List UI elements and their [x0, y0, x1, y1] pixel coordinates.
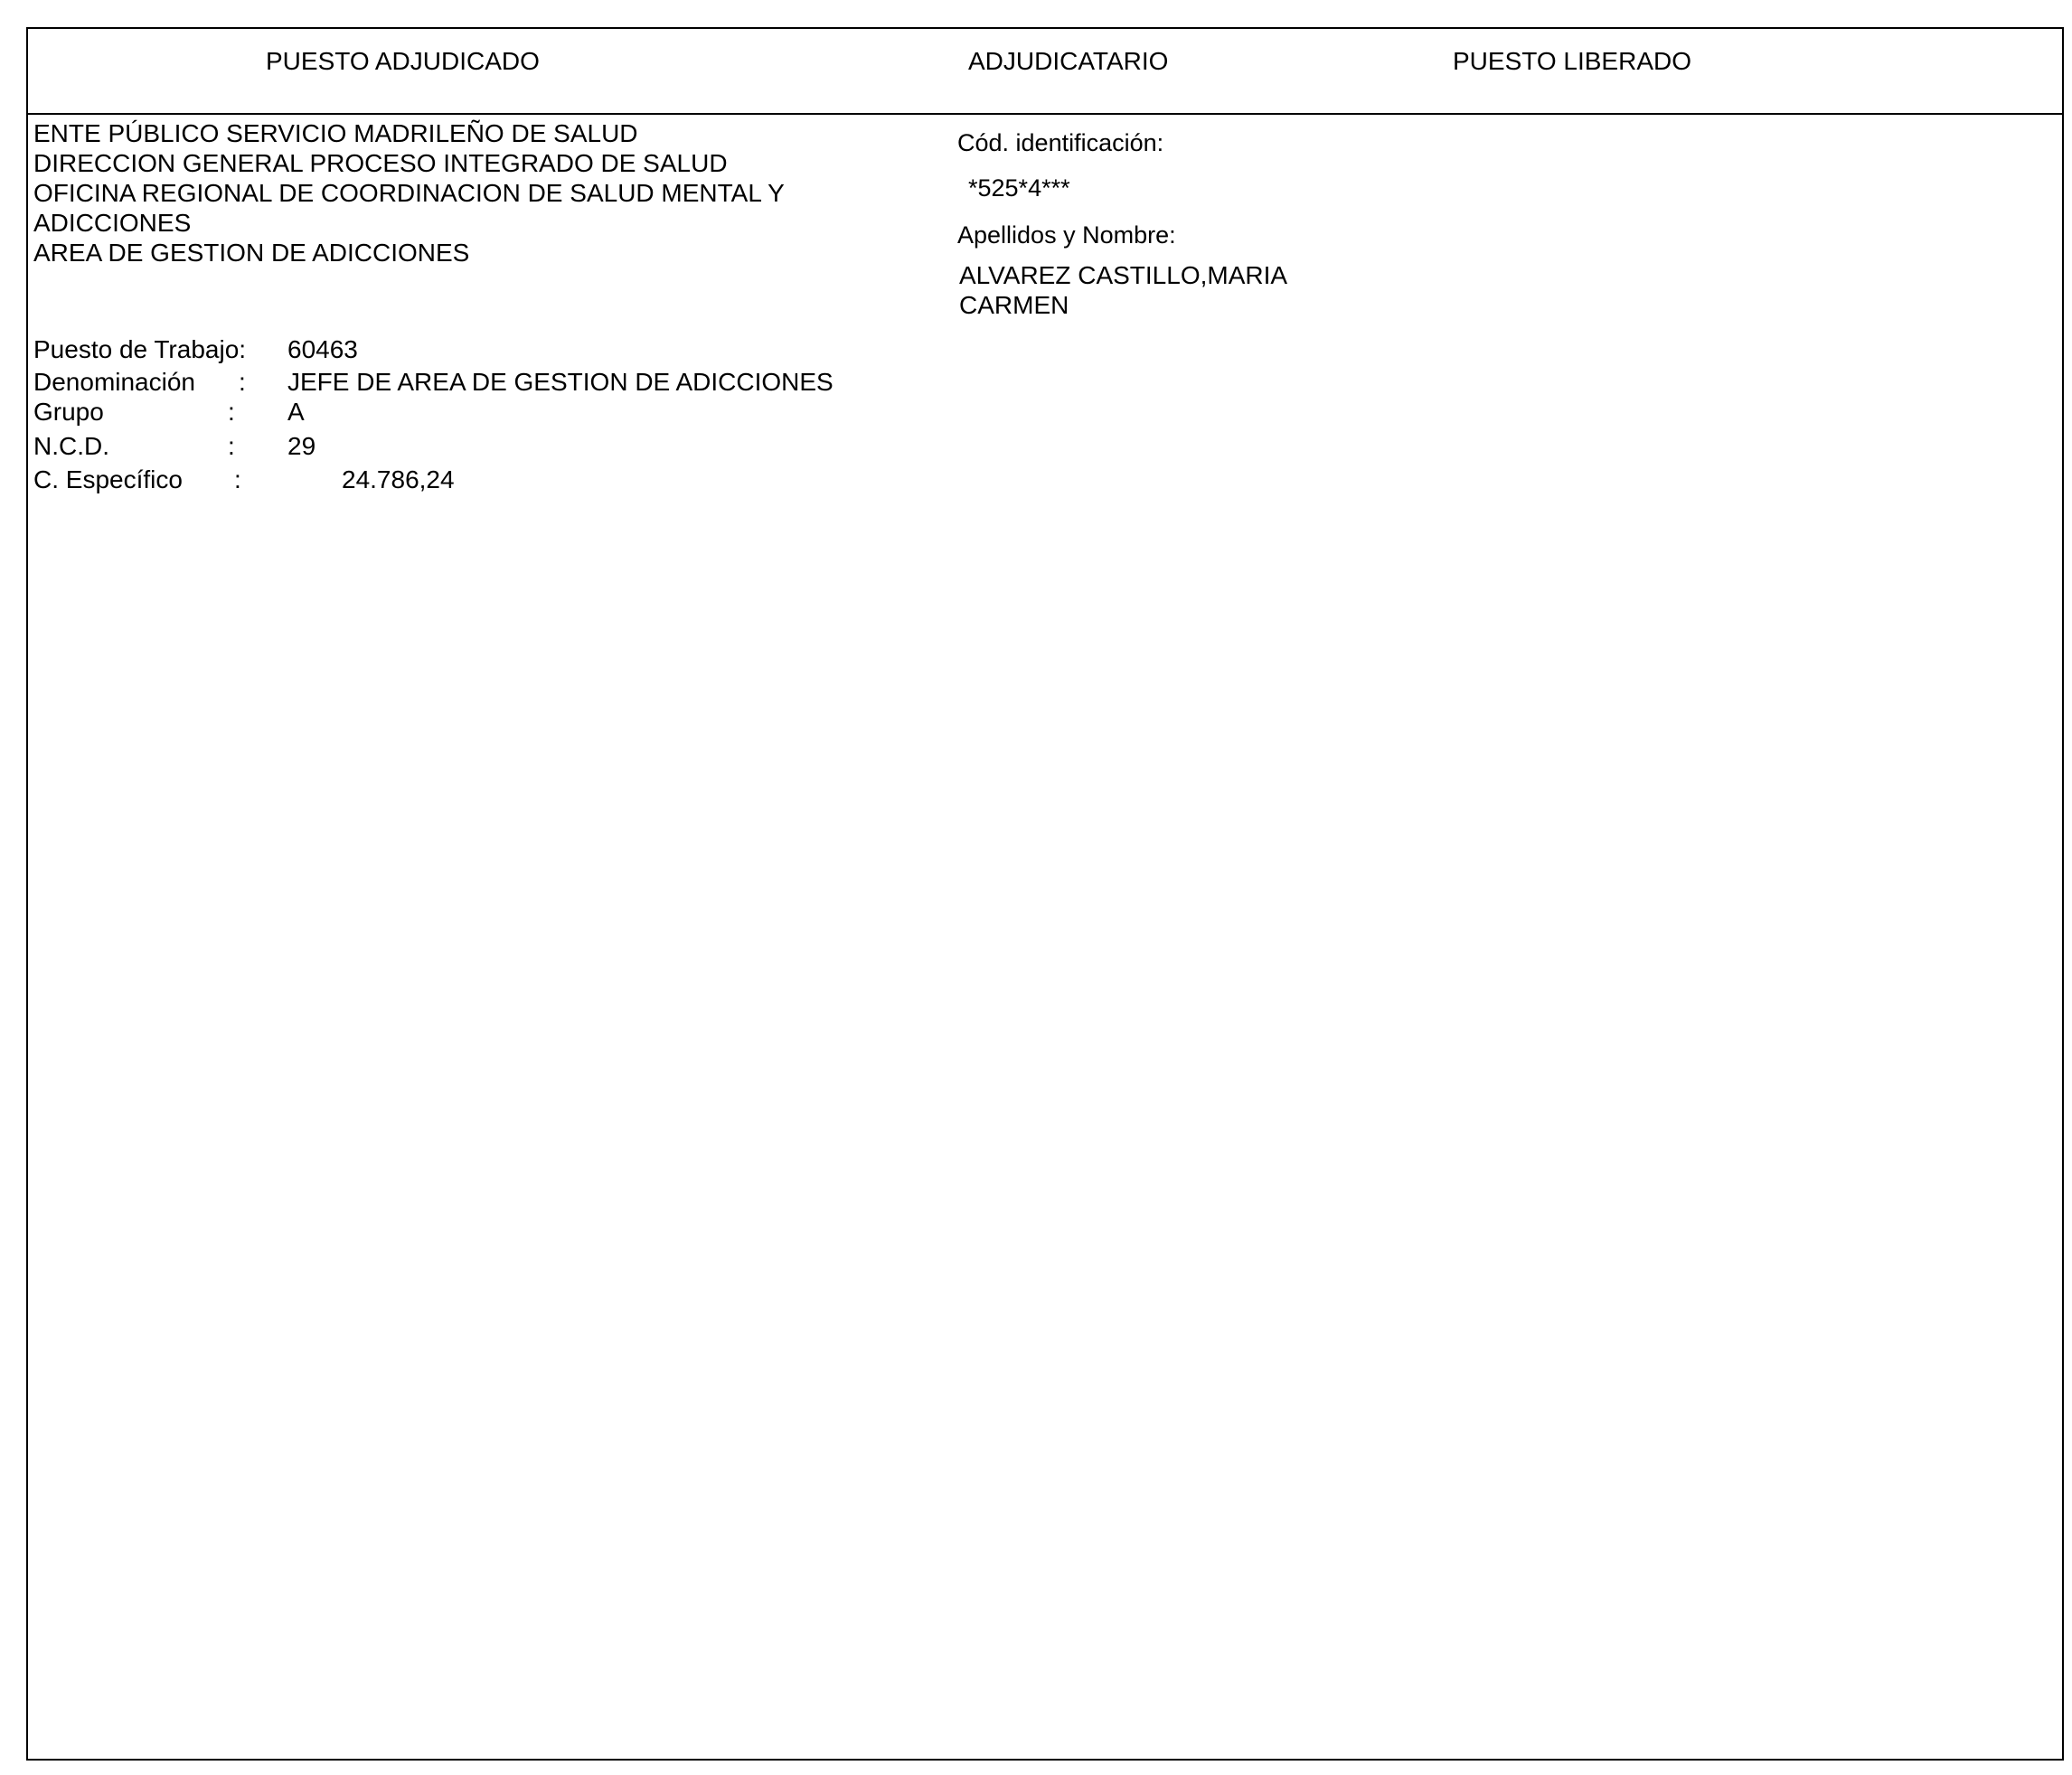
ncd-colon: : [228, 432, 235, 460]
org-line-1: ENTE PÚBLICO SERVICIO MADRILEÑO DE SALUD [33, 119, 638, 147]
organization-block [33, 118, 919, 268]
apellidos-nombre-line2: CARMEN [959, 291, 1069, 319]
org-line-5: AREA DE GESTION DE ADICCIONES [33, 239, 470, 267]
especifico-value: 24.786,24 [342, 465, 455, 493]
org-line-4: ADICCIONES [33, 209, 192, 237]
ncd-label: N.C.D. [33, 432, 109, 460]
header-puesto-liberado: PUESTO LIBERADO [1453, 47, 1692, 75]
denominacion-colon: : [239, 368, 246, 396]
org-line-3: OFICINA REGIONAL DE COORDINACION DE SALUD MENTAL Y [33, 179, 785, 207]
header-puesto-adjudicado: PUESTO ADJUDICADO [266, 47, 540, 75]
especifico-colon: : [234, 465, 241, 493]
denominacion-value: JEFE DE AREA DE GESTION DE ADICCIONES [287, 368, 834, 396]
header-divider [26, 113, 2064, 115]
org-line-2: DIRECCION GENERAL PROCESO INTEGRADO DE SALUD [33, 149, 728, 177]
puesto-trabajo-label: Puesto de Trabajo: [33, 335, 247, 363]
ncd-value: 29 [287, 432, 316, 460]
apellidos-nombre-line1: ALVAREZ CASTILLO,MARIA [959, 261, 1288, 289]
denominacion-label: Denominación [33, 368, 195, 396]
header-adjudicatario: ADJUDICATARIO [968, 47, 1169, 75]
cod-identificacion-label: Cód. identificación: [957, 129, 1164, 156]
grupo-colon: : [228, 398, 235, 426]
grupo-label: Grupo [33, 398, 104, 426]
grupo-value: A [287, 398, 305, 426]
especifico-label: C. Específico [33, 465, 183, 493]
apellidos-nombre-label: Apellidos y Nombre: [957, 221, 1176, 249]
cod-identificacion-value: *525*4*** [968, 174, 1070, 202]
puesto-trabajo-value: 60463 [287, 335, 358, 363]
